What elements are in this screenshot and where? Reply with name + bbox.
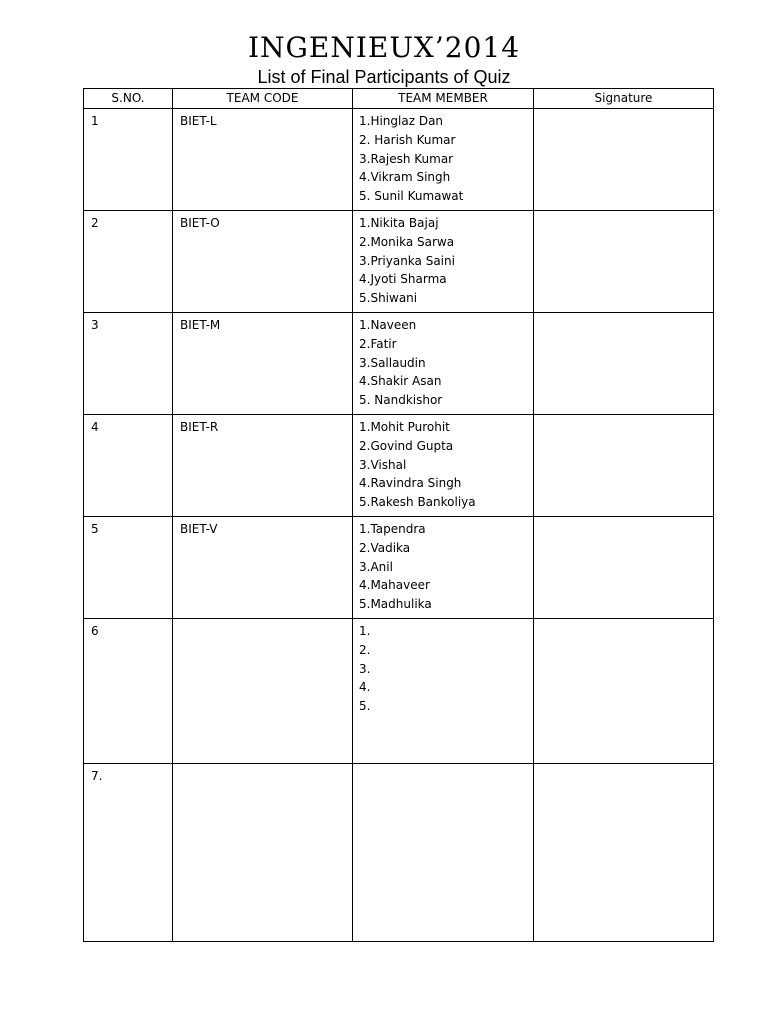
team-member-cell <box>353 109 534 211</box>
team-member-cell <box>353 313 534 415</box>
member-name: 1.Naveen <box>359 318 417 332</box>
table-row <box>84 517 714 619</box>
signature-cell <box>534 415 714 517</box>
member-name: 4.Jyoti Sharma <box>359 272 447 287</box>
team-member-cell <box>353 619 534 764</box>
sno-cell: 2 <box>84 211 173 313</box>
document-title: INGENIEUX’2014 <box>247 31 521 64</box>
member-name: 5.Shiwani <box>359 291 418 306</box>
member-name: 3.Rajesh Kumar <box>359 151 454 166</box>
team-code-cell: BIET-O <box>173 211 353 313</box>
member-name: 2.Monika Sarwa <box>359 234 455 249</box>
team-code-cell <box>173 764 353 942</box>
table-row <box>84 313 714 415</box>
team-code-cell: BIET-V <box>173 517 353 619</box>
team-member-cell <box>353 211 534 313</box>
member-name: 3.Priyanka Saini <box>359 253 455 268</box>
member-name: 2. Harish Kumar <box>359 132 456 147</box>
column-header-team-member: TEAM MEMBER <box>353 89 534 109</box>
member-name: 2.Govind Gupta <box>359 438 454 453</box>
table-row <box>84 109 714 211</box>
sno-cell: 6 <box>84 619 173 764</box>
column-header-team-code: TEAM CODE <box>173 89 353 109</box>
member-name: 1.Mohit Purohit <box>359 420 450 434</box>
table-row <box>84 619 714 764</box>
column-header-signature: Signature <box>534 89 714 109</box>
member-name: 5.Madhulika <box>359 597 432 612</box>
member-name: 3.Anil <box>359 559 393 574</box>
signature-cell <box>534 211 714 313</box>
team-code-cell: BIET-R <box>173 415 353 517</box>
member-name: 1. <box>359 624 371 638</box>
signature-cell <box>534 517 714 619</box>
table-row <box>84 415 714 517</box>
sno-cell: 3 <box>84 313 173 415</box>
member-name: 1.Tapendra <box>359 522 426 536</box>
member-name: 4.Ravindra Singh <box>359 476 462 491</box>
document-subtitle: List of Final Participants of Quiz <box>257 67 511 87</box>
member-name: 4. <box>359 680 371 695</box>
team-code-cell <box>173 619 353 764</box>
member-name: 5.Rakesh Bankoliya <box>359 495 476 510</box>
team-member-cell <box>353 764 534 942</box>
sno-cell: 5 <box>84 517 173 619</box>
team-member-cell <box>353 517 534 619</box>
table-row <box>84 764 714 942</box>
team-code-cell: BIET-L <box>173 109 353 211</box>
team-code-cell: BIET-M <box>173 313 353 415</box>
signature-cell <box>534 764 714 942</box>
member-name: 3.Vishal <box>359 457 407 472</box>
team-member-cell <box>353 415 534 517</box>
member-name: 2.Fatir <box>359 336 397 351</box>
sno-cell: 1 <box>84 109 173 211</box>
column-header-sno: S.NO. <box>84 89 173 109</box>
table-row <box>84 211 714 313</box>
member-name: 5. Sunil Kumawat <box>359 189 464 204</box>
member-name: 4.Shakir Asan <box>359 374 442 389</box>
signature-cell <box>534 619 714 764</box>
signature-cell <box>534 313 714 415</box>
member-name: 3. <box>359 661 371 676</box>
member-name: 2.Vadika <box>359 540 411 555</box>
member-name: 5. Nandkishor <box>359 393 443 408</box>
signature-cell <box>534 109 714 211</box>
member-name: 3.Sallaudin <box>359 355 426 370</box>
table-header-row <box>84 89 714 109</box>
member-name: 2. <box>359 642 371 657</box>
sno-cell: 7. <box>84 764 173 942</box>
sno-cell: 4 <box>84 415 173 517</box>
member-name: 1.Nikita Bajaj <box>359 216 439 230</box>
member-name: 1.Hinglaz Dan <box>359 114 444 128</box>
member-name: 4.Vikram Singh <box>359 170 451 185</box>
member-name: 5. <box>359 699 371 714</box>
member-name: 4.Mahaveer <box>359 578 430 593</box>
participants-table <box>83 88 714 942</box>
